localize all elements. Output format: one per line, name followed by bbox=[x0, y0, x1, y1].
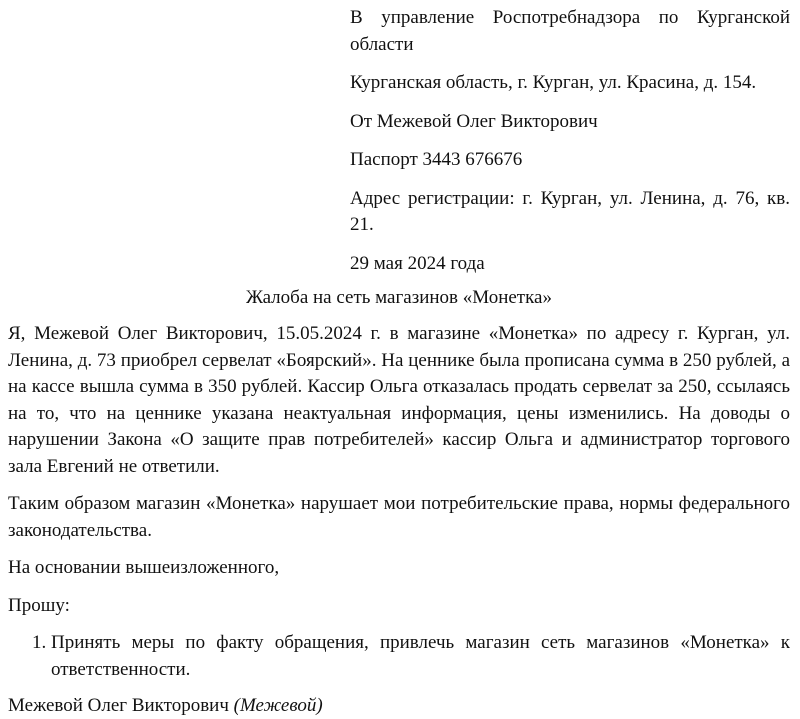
document-date: 29 мая 2024 года bbox=[350, 252, 485, 274]
recipient-address: Курганская область, г. Курган, ул. Красина, д. 154. bbox=[350, 72, 757, 93]
complaint-paragraph-1: Я, Межевой Олег Викторович, 15.05.2024 г. в магазине «Монетка» по адресу г. Курган, ул. Ленина, д. 73 приобрел сервелат «Боярский». На ценнике была прописана сумма в 250 рублей, а на кассе вышла сумма в 350 рублей. Кассир Ольга отказалась продать сервелат за 250, ссылаясь на то, что на ценнике указана неактуальная информация, цены изменились. На доводы о нарушении Закона «О защите прав потребителей» кассир Ольга и администратор торгового зала Евгений не ответили. bbox=[8, 323, 790, 477]
passport-line: Паспорт 3443 676676 bbox=[350, 149, 523, 170]
addressee-block bbox=[350, 0, 790, 277]
complaint-paragraph-3: На основании вышеизложенного, bbox=[8, 557, 280, 578]
registration-address: Адрес регистрации: г. Курган, ул. Ленина, д. 76, кв. 21. bbox=[350, 187, 790, 235]
handwritten-signature: (Межевой) bbox=[233, 695, 323, 716]
complaint-document bbox=[8, 0, 790, 719]
recipient-line: В управление Роспотребнадзора по Курганской области bbox=[350, 7, 790, 55]
sender-line: От Межевой Олег Викторович bbox=[350, 110, 598, 132]
complaint-body bbox=[8, 321, 790, 683]
signature-line bbox=[8, 693, 790, 719]
complaint-paragraph-2: Таким образом магазин «Монетка» нарушает мои потребительские права, нормы федерального законодательства. bbox=[8, 493, 790, 541]
request-list bbox=[8, 630, 790, 683]
request-item: 1. Принять меры по факту обращения, привлечь магазин сеть магазинов «Монетка» к ответственности. bbox=[51, 630, 790, 683]
request-intro: Прошу: bbox=[8, 594, 70, 616]
signature-name: Межевой Олег Викторович bbox=[8, 695, 229, 716]
document-title: Жалоба на сеть магазинов «Монетка» bbox=[246, 287, 552, 308]
